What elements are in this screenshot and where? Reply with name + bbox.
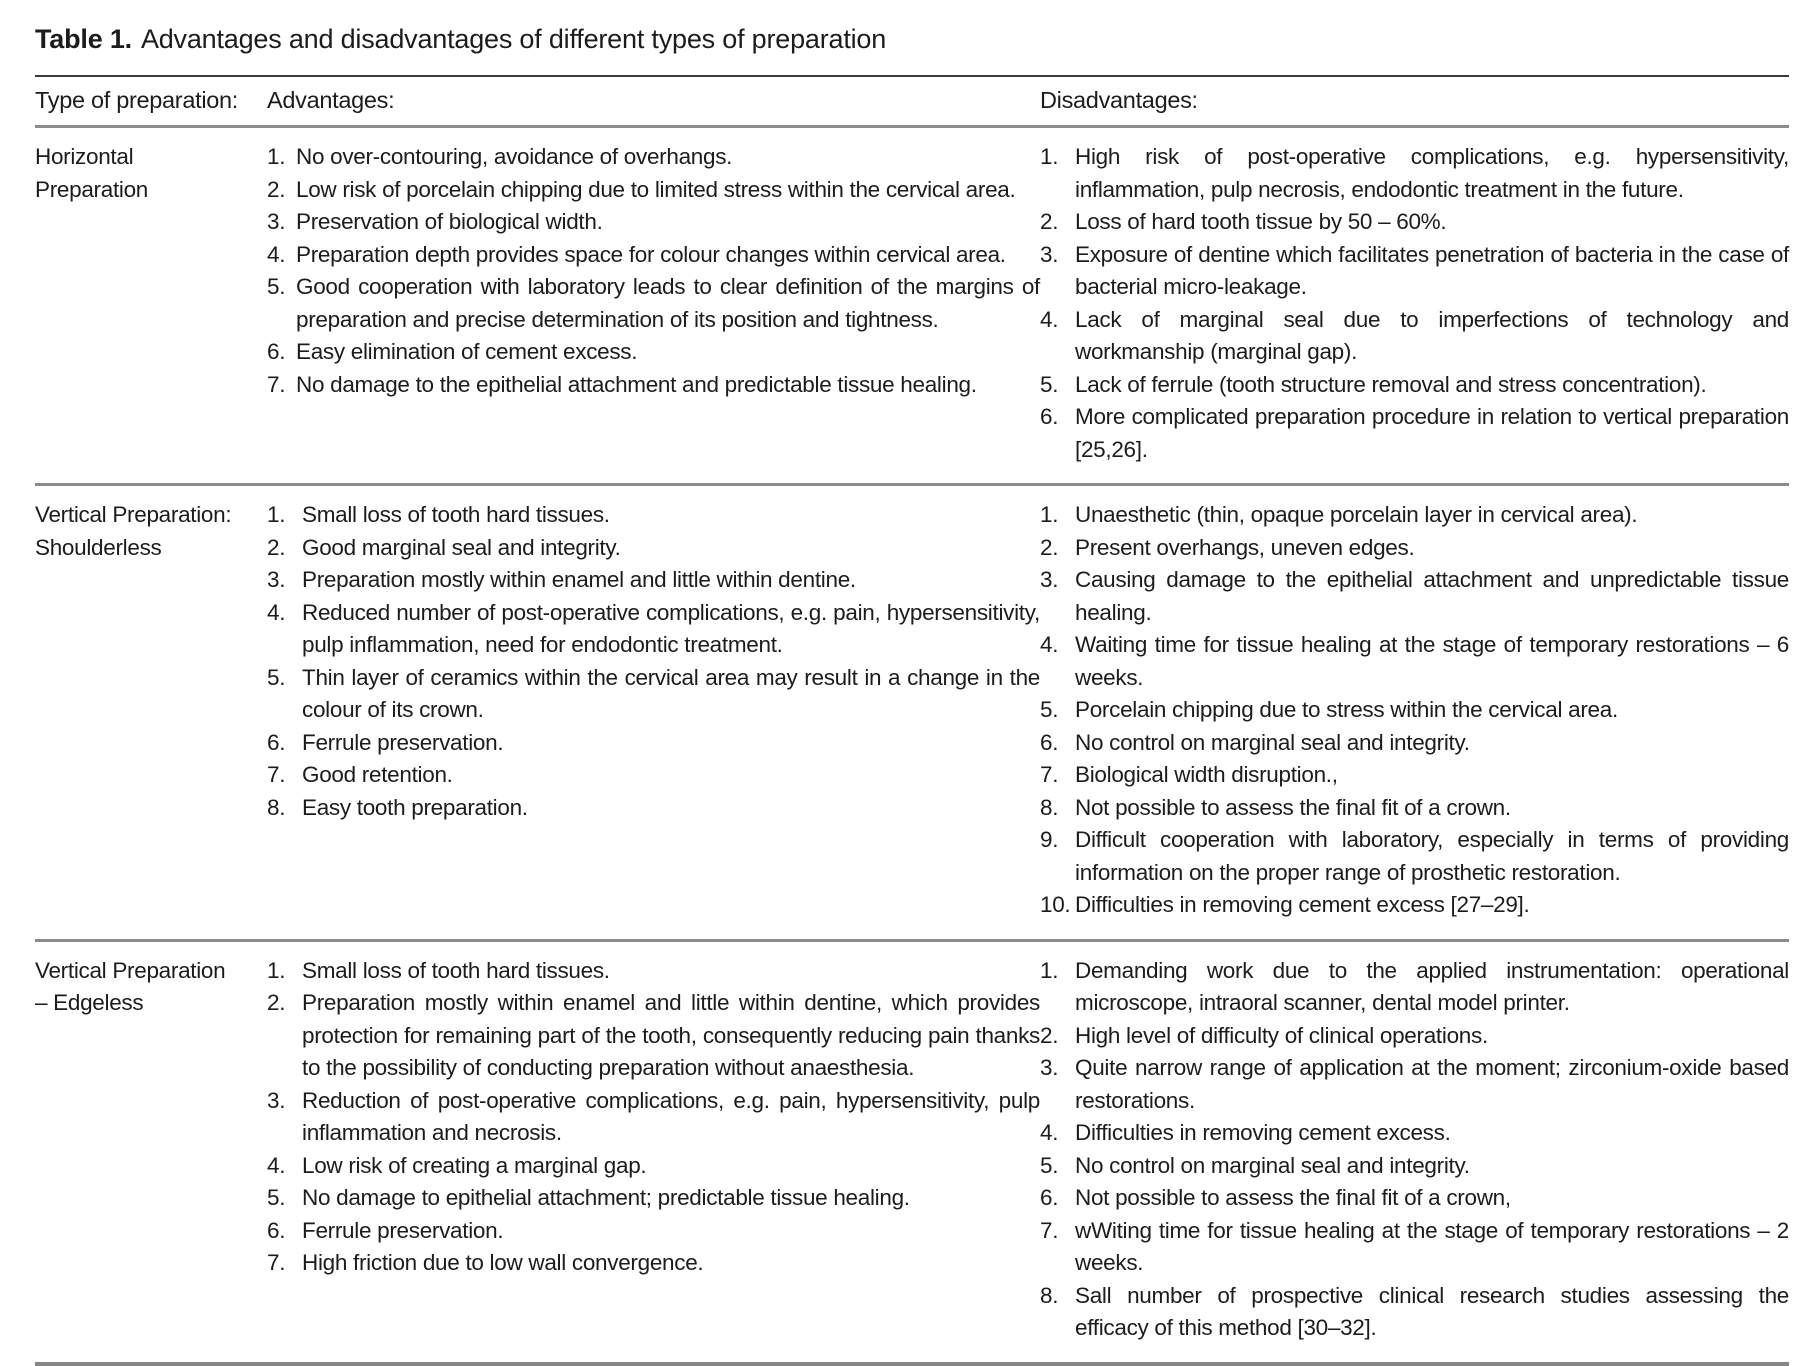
list-item	[1040, 824, 1789, 889]
list-item-text: Waiting time for tissue healing at the stage of temporary restorations – 6 weeks.	[1075, 632, 1789, 690]
list-item-text: Sall number of prospective clinical research studies assessing the efficacy of this method [30–32].	[1075, 1282, 1789, 1340]
list-item	[267, 336, 1040, 369]
list-item	[1040, 1117, 1789, 1150]
list-item	[1040, 401, 1789, 466]
list-item-number: 6.	[1040, 1185, 1059, 1210]
type-cell	[35, 127, 267, 485]
list-item	[267, 271, 1040, 336]
list-item-text: No damage to the epithelial attachment and predictable tissue healing.	[296, 371, 977, 397]
list-item-text: No over-contouring, avoidance of overhangs.	[296, 144, 733, 169]
list-item-text: Causing damage to the epithelial attachment and unpredictable tissue healing.	[1075, 567, 1789, 625]
list-item	[267, 792, 1040, 825]
advantages-list	[267, 499, 1040, 824]
disadvantages-list	[1040, 955, 1789, 1345]
list-item	[1040, 792, 1789, 825]
type-line: Vertical Preparation	[35, 957, 226, 983]
list-item	[1040, 141, 1789, 206]
list-item-text: No control on marginal seal and integrity.	[1075, 729, 1470, 755]
list-item	[1040, 532, 1789, 565]
list-item	[1040, 759, 1789, 792]
list-item-text: Small loss of tooth hard tissues.	[302, 957, 610, 983]
list-item	[1040, 206, 1789, 239]
list-item-number: 6.	[1040, 729, 1059, 755]
list-item	[267, 532, 1040, 565]
table-caption-text: Advantages and disadvantages of different types of preparation	[140, 24, 887, 54]
list-item-number: 2.	[267, 990, 286, 1015]
col-header-disadvantages: Disadvantages:	[1040, 76, 1789, 127]
list-item	[1040, 1020, 1789, 1053]
list-item	[1040, 1182, 1789, 1215]
list-item-number: 2.	[267, 176, 286, 202]
list-item	[267, 1215, 1040, 1248]
type-cell	[35, 485, 267, 941]
list-item	[1040, 1150, 1789, 1183]
list-item-text: Difficulties in removing cement excess.	[1075, 1120, 1451, 1145]
list-item-text: Difficult cooperation with laboratory, especially in terms of providing information on the proper range of prosthetic restoration.	[1075, 827, 1789, 885]
list-item-number: 3.	[1040, 567, 1059, 592]
list-item-number: 3.	[267, 209, 286, 234]
list-item-text: Not possible to assess the final fit of a crown,	[1075, 1185, 1511, 1210]
type-line: Vertical Preparation:	[35, 502, 232, 527]
list-item-text: No control on marginal seal and integrity.	[1075, 1152, 1470, 1178]
list-item-number: 3.	[1040, 1055, 1059, 1080]
list-item	[267, 1182, 1040, 1215]
table-row-horizontal-preparation	[35, 127, 1789, 485]
list-item-number: 2.	[267, 534, 286, 560]
list-item-text: Preparation depth provides space for colour changes within cervical area.	[296, 241, 1006, 267]
list-item-text: Not possible to assess the final fit of a crown.	[1075, 794, 1511, 820]
advantages-list	[267, 955, 1040, 1280]
list-item-text: High risk of post-operative complications, e.g. hypersensitivity, inflammation, pulp necrosis, endodontic treatment in the future.	[1075, 144, 1789, 202]
list-item-number: 7.	[267, 762, 286, 787]
list-item-number: 4.	[267, 599, 286, 625]
list-item-number: 8.	[267, 794, 286, 820]
list-item	[267, 955, 1040, 988]
list-item-number: 1.	[267, 957, 286, 983]
list-item-text: Present overhangs, uneven edges.	[1075, 534, 1415, 560]
type-line: Horizontal	[35, 144, 134, 169]
list-item-text: Demanding work due to the applied instrumentation: operational microscope, intraoral scanner, dental model printer.	[1075, 957, 1789, 1015]
col-header-type: Type of preparation:	[35, 76, 267, 127]
list-item-text: Good marginal seal and integrity.	[302, 534, 621, 560]
disadvantages-list	[1040, 141, 1789, 466]
list-item-number: 1.	[1040, 144, 1059, 169]
list-item-number: 5.	[1040, 1152, 1059, 1178]
list-item-text: Easy elimination of cement excess.	[296, 339, 638, 364]
disadvantages-list	[1040, 499, 1789, 922]
list-item-number: 4.	[267, 241, 286, 267]
list-item-text: Small loss of tooth hard tissues.	[302, 502, 610, 527]
list-item	[267, 1247, 1040, 1280]
list-item-text: High friction due to low wall convergence.	[302, 1250, 704, 1275]
list-item-text: Preservation of biological width.	[296, 209, 603, 234]
list-item-number: 2.	[1040, 534, 1059, 560]
list-item-number: 7.	[1040, 1217, 1059, 1243]
list-item-text: Low risk of creating a marginal gap.	[302, 1152, 647, 1178]
list-item-number: 1.	[1040, 957, 1059, 983]
list-item-number: 5.	[267, 274, 286, 299]
list-item	[267, 141, 1040, 174]
list-item	[1040, 1052, 1789, 1117]
list-item	[1040, 304, 1789, 369]
table-caption-label: Table 1.	[35, 24, 132, 54]
list-item	[267, 369, 1040, 402]
list-item-number: 10.	[1040, 892, 1071, 917]
list-item-number: 4.	[1040, 306, 1059, 332]
list-item-number: 7.	[267, 1250, 286, 1275]
list-item	[267, 1150, 1040, 1183]
list-item	[1040, 239, 1789, 304]
list-item	[267, 239, 1040, 272]
table-caption	[35, 22, 1789, 56]
list-item	[1040, 1215, 1789, 1280]
list-item-number: 2.	[1040, 209, 1059, 234]
list-item	[1040, 694, 1789, 727]
disadvantages-cell	[1040, 127, 1789, 485]
list-item	[1040, 889, 1789, 922]
list-item-text: Biological width disruption.,	[1075, 762, 1338, 787]
list-item-text: Thin layer of ceramics within the cervical area may result in a change in the colour of its crown.	[302, 664, 1040, 722]
list-item-number: 1.	[1040, 502, 1059, 527]
col-header-advantages: Advantages:	[267, 76, 1040, 127]
list-item-number: 3.	[267, 1087, 286, 1113]
list-item-text: Loss of hard tooth tissue by 50 – 60%.	[1075, 209, 1447, 234]
list-item-text: Ferrule preservation.	[302, 1217, 504, 1243]
list-item-text: Preparation mostly within enamel and little within dentine, which provides protection for remaining part of the tooth, consequently reducing pain thanks to the possibility of conducting preparation without anaesthesia.	[302, 990, 1040, 1080]
list-item-text: Unaesthetic (thin, opaque porcelain layer in cervical area).	[1075, 502, 1638, 527]
list-item-text: Exposure of dentine which facilitates penetration of bacteria in the case of bacterial micro-leakage.	[1075, 241, 1789, 299]
list-item	[1040, 629, 1789, 694]
list-item	[267, 597, 1040, 662]
advantages-cell	[267, 485, 1040, 941]
list-item-number: 8.	[1040, 794, 1059, 820]
list-item	[267, 727, 1040, 760]
list-item-number: 5.	[267, 1185, 286, 1210]
list-item-text: Quite narrow range of application at the moment; zirconium-oxide based restorations.	[1075, 1055, 1789, 1113]
list-item-number: 4.	[267, 1152, 286, 1178]
list-item	[267, 206, 1040, 239]
advantages-cell	[267, 940, 1040, 1364]
list-item	[267, 759, 1040, 792]
list-item-number: 1.	[267, 502, 286, 527]
list-item-number: 6.	[267, 339, 286, 364]
list-item	[1040, 727, 1789, 760]
list-item-text: More complicated preparation procedure in relation to vertical preparation [25,26].	[1075, 404, 1789, 462]
list-item-text: Reduction of post-operative complications, e.g. pain, hypersensitivity, pulp inflammation and necrosis.	[302, 1087, 1040, 1145]
list-item-text: No damage to epithelial attachment; predictable tissue healing.	[302, 1185, 910, 1210]
list-item-number: 7.	[267, 371, 286, 397]
list-item-text: Lack of marginal seal due to imperfections of technology and workmanship (marginal gap).	[1075, 306, 1789, 364]
list-item-number: 5.	[1040, 371, 1059, 397]
table-row-vertical-shoulderless	[35, 485, 1789, 941]
list-item-number: 2.	[1040, 1022, 1059, 1048]
list-item	[1040, 955, 1789, 1020]
disadvantages-cell	[1040, 940, 1789, 1364]
list-item-text: Low risk of porcelain chipping due to limited stress within the cervical area.	[296, 176, 1016, 202]
list-item-text: wWiting time for tissue healing at the stage of temporary restorations – 2 weeks.	[1075, 1217, 1789, 1275]
table-body	[35, 127, 1789, 1364]
preparation-table	[35, 75, 1789, 1366]
list-item-number: 9.	[1040, 827, 1059, 852]
disadvantages-cell	[1040, 485, 1789, 941]
list-item-text: Good retention.	[302, 762, 453, 787]
list-item	[1040, 564, 1789, 629]
list-item-number: 4.	[1040, 632, 1059, 657]
list-item-text: High level of difficulty of clinical operations.	[1075, 1022, 1488, 1048]
list-item-text: Ferrule preservation.	[302, 729, 504, 755]
list-item	[267, 987, 1040, 1085]
list-item-number: 8.	[1040, 1282, 1059, 1308]
list-item-number: 6.	[267, 729, 286, 755]
list-item-number: 1.	[267, 144, 286, 169]
list-item	[1040, 369, 1789, 402]
list-item-number: 3.	[1040, 241, 1059, 267]
list-item-number: 4.	[1040, 1120, 1059, 1145]
list-item-number: 6.	[1040, 404, 1059, 429]
list-item	[1040, 499, 1789, 532]
type-cell	[35, 940, 267, 1364]
type-line: Shoulderless	[35, 534, 162, 560]
table-row-vertical-edgeless	[35, 940, 1789, 1364]
list-item-text: Porcelain chipping due to stress within the cervical area.	[1075, 697, 1618, 722]
list-item-number: 5.	[1040, 697, 1059, 722]
type-line: – Edgeless	[35, 990, 144, 1015]
header-row	[35, 76, 1789, 127]
list-item	[267, 499, 1040, 532]
list-item-text: Easy tooth preparation.	[302, 794, 528, 820]
list-item-number: 5.	[267, 664, 286, 690]
type-line: Preparation	[35, 176, 149, 202]
list-item-text: Lack of ferrule (tooth structure removal and stress concentration).	[1075, 371, 1707, 397]
list-item-number: 6.	[267, 1217, 286, 1243]
list-item	[267, 564, 1040, 597]
advantages-list	[267, 141, 1040, 401]
list-item	[1040, 1280, 1789, 1345]
list-item	[267, 174, 1040, 207]
list-item-number: 3.	[267, 567, 286, 592]
list-item-text: Preparation mostly within enamel and little within dentine.	[302, 567, 856, 592]
list-item	[267, 1085, 1040, 1150]
list-item-text: Good cooperation with laboratory leads to clear definition of the margins of preparation and precise determination of its position and tightness.	[296, 274, 1040, 332]
list-item	[267, 662, 1040, 727]
list-item-number: 7.	[1040, 762, 1059, 787]
list-item-text: Difficulties in removing cement excess [27–29].	[1075, 892, 1530, 917]
list-item-text: Reduced number of post-operative complications, e.g. pain, hypersensitivity, pulp inflammation, need for endodontic treatment.	[302, 599, 1040, 657]
advantages-cell	[267, 127, 1040, 485]
